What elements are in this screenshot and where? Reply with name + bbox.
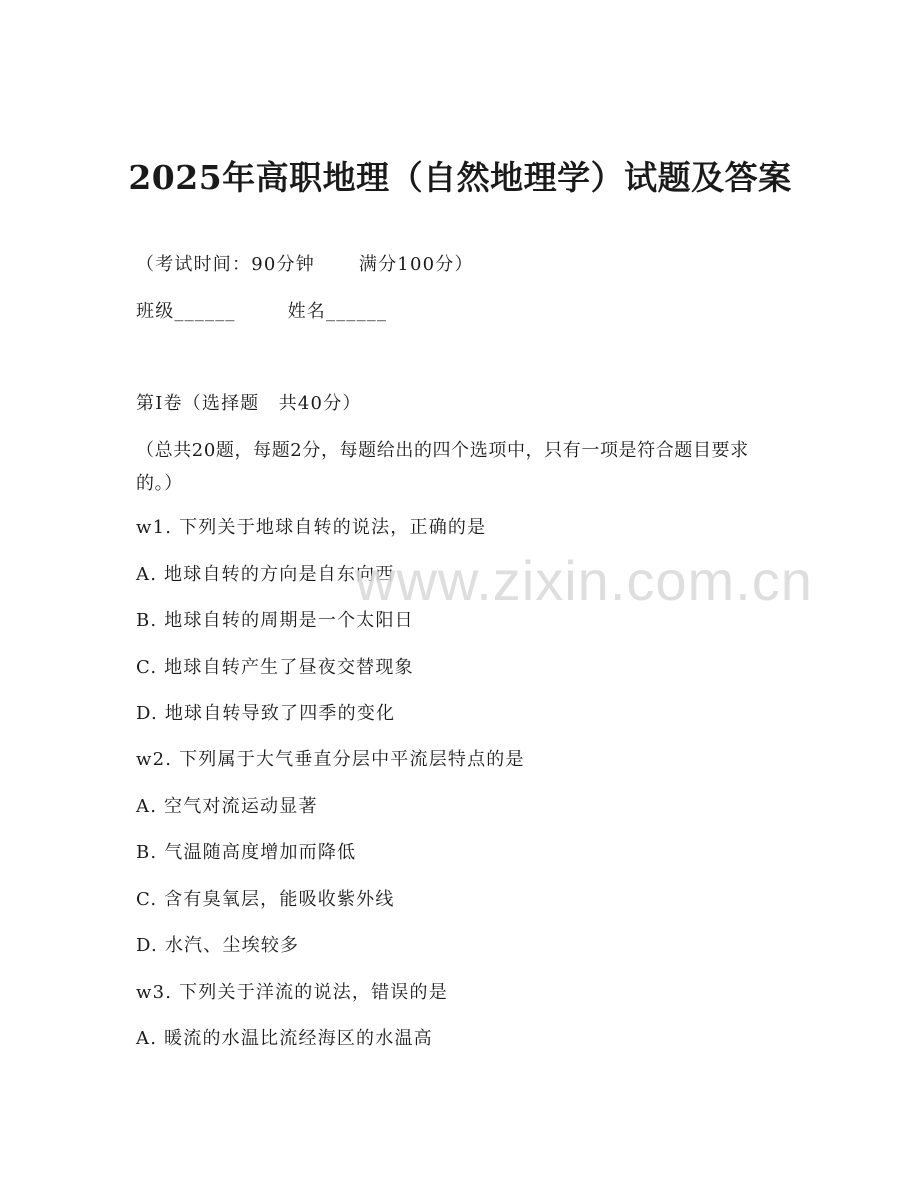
exam-info [136,251,474,279]
watermark: www.zixin.com.cn [355,549,813,612]
question-option: B. 气温随高度增加而降低 [136,842,357,863]
section-instructions: （总共20题，每题2分，每题给出的四个选项中，只有一项是符合题目要求的。） [136,440,749,494]
question-option: A. 暖流的水温比流经海区的水温高 [136,1028,433,1049]
question-option: C. 含有臭氧层，能吸收紫外线 [136,889,395,910]
class-field: 班级______ [136,301,236,322]
student-info [136,298,387,326]
exam-time: （考试时间：90分钟 [136,254,315,275]
document-title: 2025年高职地理（自然地理学）试题及答案 [128,158,792,197]
question-stem: w2. 下列属于大气垂直分层中平流层特点的是 [136,749,525,770]
question-option: B. 地球自转的周期是一个太阳日 [136,610,414,631]
question-option: C. 地球自转产生了昼夜交替现象 [136,657,414,678]
question-option: D. 水汽、尘埃较多 [136,935,300,956]
exam-full-score: 满分100分） [358,254,474,275]
question-option: A. 空气对流运动显著 [136,796,318,817]
section-heading: 第I卷（选择题 共40分） [136,393,362,414]
question-stem: w1. 下列关于地球自转的说法，正确的是 [136,517,487,538]
name-field: 姓名______ [287,301,388,322]
question-option: A. 地球自转的方向是自东向西 [136,564,395,585]
question-stem: w3. 下列关于洋流的说法，错误的是 [136,982,448,1003]
question-option: D. 地球自转导致了四季的变化 [136,703,396,724]
